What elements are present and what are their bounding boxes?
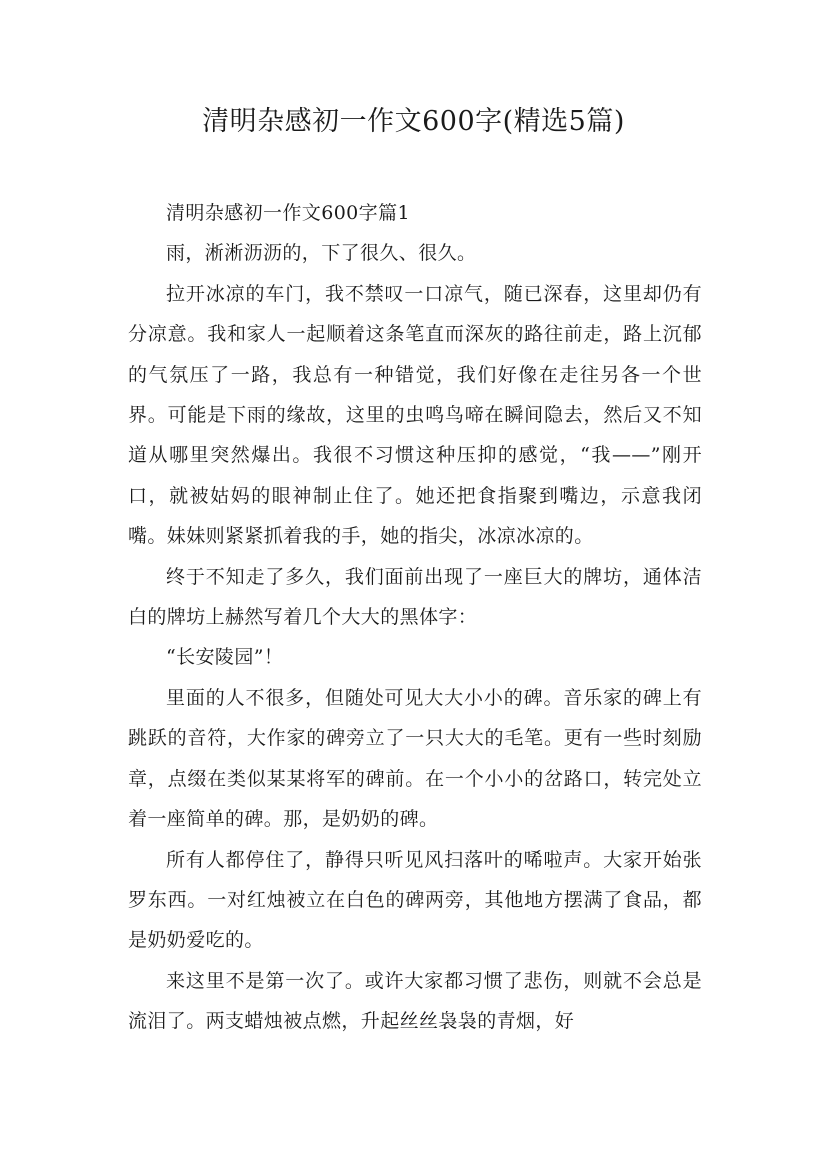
paragraph: 拉开冰凉的车门，我不禁叹一口凉气，随已深春，这里却仍有分凉意。我和家人一起顺着这条笔直而深灰的路往前走，路上沉郁的气氛压了一路，我总有一种错觉，我们好像在走往另各一个世界。可能是下雨的缘故，这里的虫鸣鸟啼在瞬间隐去，然后又不知道从哪里突然爆出。我很不习惯这种压抑的感觉，“我——”刚开口，就被姑妈的眼神制止住了。她还把食指聚到嘴边，示意我闭嘴。妹妹则紧紧抓着我的手，她的指尖，冰凉冰凉的。 [128,282,702,548]
paragraph: 里面的人不很多，但随处可见大大小小的碑。音乐家的碑上有跳跃的音符，大作家的碑旁立了一只大大的毛笔。更有一些时刻励章，点缀在类似某某将军的碑前。在一个小小的岔路口，转完处立着一座简单的碑。那，是奶奶的碑。 [128,686,702,831]
document-body [128,193,702,1042]
paragraph: 来这里不是第一次了。或许大家都习惯了悲伤，则就不会总是流泪了。两支蜡烛被点燃，升起丝丝袅袅的青烟，好 [128,969,702,1033]
paragraph: 所有人都停住了，静得只听见风扫落叶的唏啦声。大家开始张罗东西。一对红烛被立在白色的碑两旁，其他地方摆满了食品，都是奶奶爱吃的。 [128,848,702,952]
paragraph: “长安陵园”！ [166,646,284,669]
document-title: 清明杂感初一作文600字(精选5篇) [202,106,625,137]
section-heading: 清明杂感初一作文600字篇1 [166,202,410,224]
paragraph: 雨，淅淅沥沥的，下了很久、很久。 [166,242,477,265]
paragraph: 终于不知走了多久，我们面前出现了一座巨大的牌坊，通体洁白的牌坊上赫然写着几个大大的黑体字： [128,565,702,629]
